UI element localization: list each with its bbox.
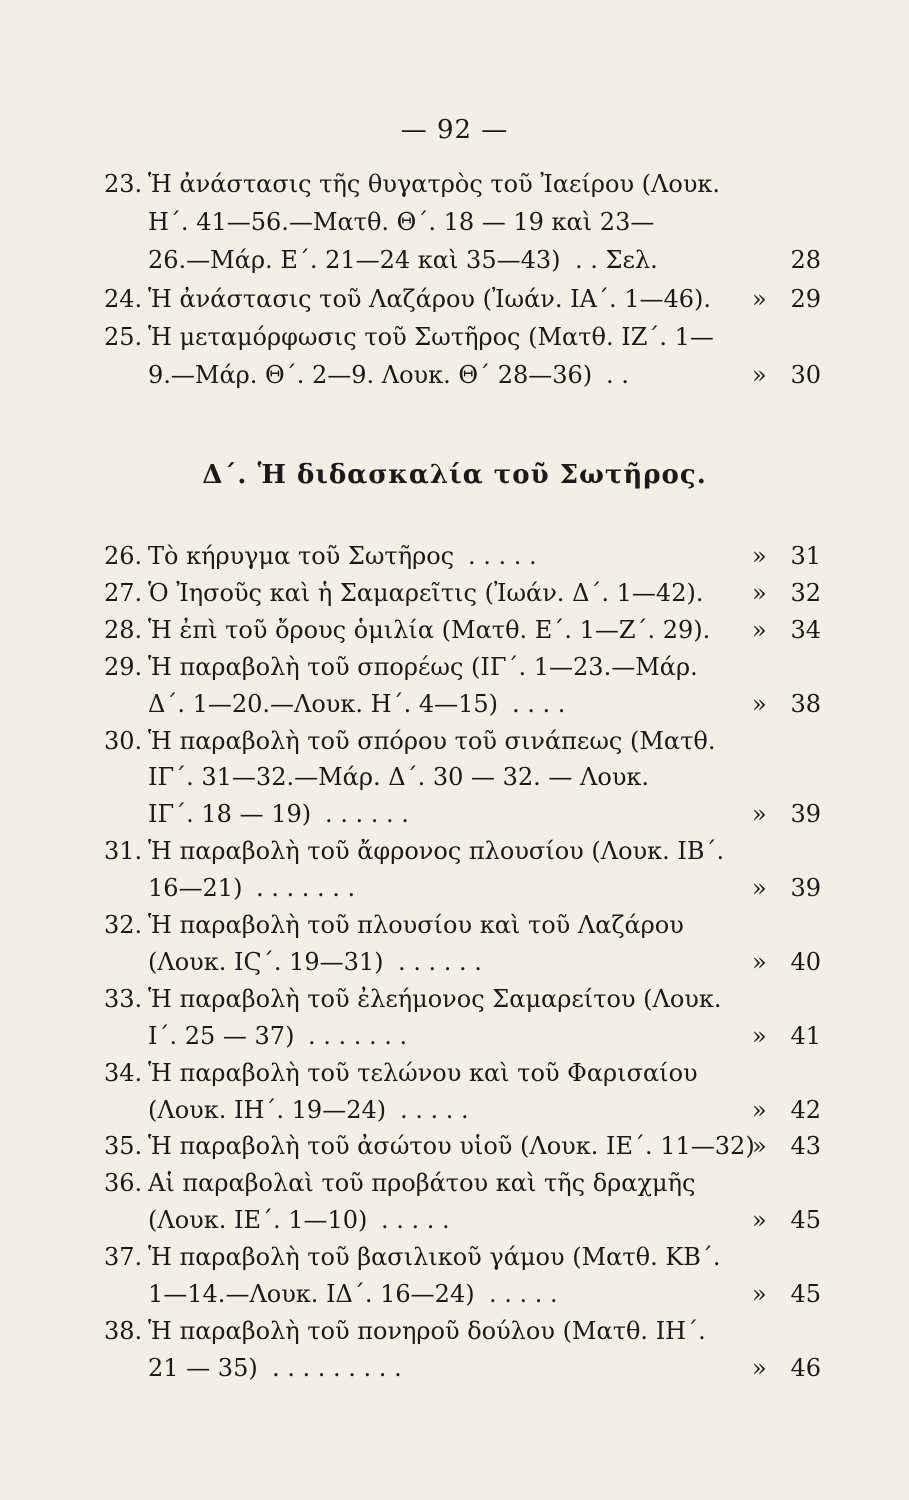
entry-text: (Λουκ. ΙΕ΄. 1—10)	[148, 1206, 368, 1235]
dot-leader: . .	[606, 361, 629, 389]
entry-page-number: 28	[790, 246, 821, 275]
entry-text: Δ΄. 1—20.—Λουκ. Η΄. 4—15)	[148, 689, 499, 718]
entry-number: 34.	[104, 1058, 143, 1087]
entry-page-number: 39	[790, 874, 821, 903]
entry-text: (Λουκ. ΙΗ΄. 19—24)	[148, 1095, 387, 1124]
entry-text: Ἡ παραβολὴ τοῦ βασιλικοῦ γάμου (Ματθ. ΚΒ΄.	[148, 1243, 721, 1272]
entry-number: 37.	[104, 1243, 143, 1272]
entry-number: 36.	[104, 1169, 143, 1198]
entry-page-number: 40	[790, 947, 821, 976]
entry-text: Ἡ παραβολὴ τοῦ σπόρου τοῦ σινάπεως (Ματθ.	[148, 726, 716, 755]
entry-text: Ἡ παραβολὴ τοῦ ἀσώτου υἱοῦ (Λουκ. ΙΕ΄. 11—32)	[148, 1132, 755, 1161]
entry-text: 26.—Μάρ. Ε΄. 21—24 καὶ 35—43)	[148, 246, 561, 275]
toc-line	[0, 281, 909, 317]
toc-line	[0, 870, 909, 906]
toc-line	[0, 575, 909, 611]
entry-page-number: 29	[790, 284, 821, 313]
ditto-mark: »	[752, 1132, 767, 1161]
entry-number: 26.	[104, 542, 143, 570]
entry-text: Ἡ παραβολὴ τοῦ πονηροῦ δούλου (Ματθ. ΙΗ΄.	[148, 1316, 706, 1345]
entry-number: 30.	[104, 726, 143, 755]
entry-text: Ι΄. 25 — 37)	[148, 1021, 295, 1050]
dot-leader: . . . . .	[489, 1280, 558, 1308]
ditto-mark: »	[752, 542, 767, 570]
toc-line	[0, 1276, 909, 1312]
toc-line	[0, 166, 909, 202]
entry-number: 29.	[104, 652, 143, 681]
ditto-mark: »	[752, 1021, 767, 1050]
ditto-mark: »	[752, 361, 767, 389]
toc-line	[0, 1313, 909, 1349]
entry-page-number: 45	[790, 1206, 821, 1235]
toc-line	[0, 1350, 909, 1386]
entry-text: Ἡ ἀνάστασις τοῦ Λαζάρου (Ἰωάν. ΙΑ΄. 1—46).	[148, 284, 712, 313]
ditto-mark: »	[752, 578, 767, 607]
toc-line	[0, 538, 909, 574]
entry-text: (Λουκ. ΙϚ΄. 19—31)	[148, 947, 384, 976]
dot-leader: . . . . . . .	[256, 874, 356, 903]
entry-page-number: 41	[790, 1021, 821, 1050]
dot-leader: . . . . .	[400, 1095, 469, 1124]
entry-page-number: 43	[790, 1132, 821, 1161]
entry-text: Ἡ ἀνάστασις τῆς θυγατρὸς τοῦ Ἰαείρου (Λουκ.	[148, 170, 721, 198]
dot-leader: . . . . . .	[325, 800, 409, 829]
entry-text: 21 — 35)	[148, 1353, 258, 1382]
entry-page-number: 38	[790, 689, 821, 718]
entry-number: 38.	[104, 1316, 143, 1345]
entry-number: 31.	[104, 837, 143, 866]
toc-line	[0, 1239, 909, 1275]
ditto-mark: »	[752, 1280, 767, 1308]
entry-number: 35.	[104, 1132, 143, 1161]
entry-number: 24.	[104, 284, 143, 313]
dot-leader: . . . . . . .	[308, 1021, 408, 1050]
toc-line	[0, 319, 909, 355]
toc-line	[0, 357, 909, 393]
entry-text: Ἡ παραβολὴ τοῦ πλουσίου καὶ τοῦ Λαζάρου	[148, 911, 684, 939]
entry-number: 27.	[104, 578, 143, 607]
toc-line	[0, 796, 909, 832]
dot-leader: . . Σελ.	[575, 246, 658, 275]
entry-text: Τὸ κήρυγμα τοῦ Σωτῆρος	[148, 542, 455, 570]
toc-line	[0, 204, 909, 240]
entry-text: 9.—Μάρ. Θ΄. 2—9. Λουκ. Θ΄ 28—36)	[148, 361, 593, 389]
dot-leader: . . . . .	[468, 542, 537, 570]
toc-line	[0, 612, 909, 648]
entry-text: ΙΓ΄. 31—32.—Μάρ. Δ΄. 30 — 32. — Λουκ.	[148, 763, 650, 792]
toc-line	[0, 1202, 909, 1238]
dot-leader: . . . . . .	[398, 947, 482, 976]
entry-text: Ἡ ἐπὶ τοῦ ὄρους ὁμιλία (Ματθ. Ε΄. 1—Ζ΄. 29).	[148, 615, 711, 644]
toc-line	[0, 649, 909, 685]
toc-line	[0, 1128, 909, 1164]
toc-line	[0, 723, 909, 759]
section-heading: Δ΄. Ἡ διδασκαλία τοῦ Σωτῆρος.	[202, 460, 707, 490]
ditto-mark: »	[752, 947, 767, 976]
entry-text: Ὁ Ἰησοῦς καὶ ἡ Σαμαρεῖτις (Ἰωάν. Δ΄. 1—42).	[148, 578, 704, 607]
entry-text: Ἡ παραβολὴ τοῦ σπορέως (ΙΓ΄. 1—23.—Μάρ.	[148, 652, 698, 681]
entry-text: ΙΓ΄. 18 — 19)	[148, 800, 312, 829]
toc-line	[0, 981, 909, 1017]
entry-text: Η΄. 41—56.—Ματθ. Θ΄. 18 — 19 καὶ 23—	[148, 208, 655, 237]
entry-page-number: 30	[790, 361, 821, 389]
dot-leader: . . . .	[512, 689, 566, 718]
entry-number: 32.	[104, 911, 143, 939]
entry-text: 1—14.—Λουκ. ΙΔ΄. 16—24)	[148, 1280, 475, 1308]
ditto-mark: »	[752, 1095, 767, 1124]
entry-text: Αἱ παραβολαὶ τοῦ προβάτου καὶ τῆς δραχμῆς	[148, 1169, 696, 1198]
dot-leader: . . . . . . . . .	[272, 1353, 402, 1382]
ditto-mark: »	[752, 1206, 767, 1235]
entry-number: 33.	[104, 984, 143, 1013]
entry-page-number: 46	[790, 1353, 821, 1382]
toc-line	[0, 1092, 909, 1128]
page-number: — 92 —	[400, 115, 509, 145]
entry-page-number: 39	[790, 800, 821, 829]
entry-number: 23.	[104, 170, 143, 198]
entry-text: Ἡ παραβολὴ τοῦ ἄφρονος πλουσίου (Λουκ. ΙΒ΄.	[148, 837, 725, 866]
toc-line	[0, 759, 909, 795]
toc-line	[0, 686, 909, 722]
entry-text: Ἡ παραβολὴ τοῦ τελώνου καὶ τοῦ Φαρισαίου	[148, 1058, 698, 1087]
ditto-mark: »	[752, 1353, 767, 1382]
toc-line	[0, 944, 909, 980]
entry-text: Ἡ μεταμόρφωσις τοῦ Σωτῆρος (Ματθ. ΙΖ΄. 1—	[148, 322, 714, 351]
ditto-mark: »	[752, 615, 767, 644]
entry-page-number: 32	[790, 578, 821, 607]
ditto-mark: »	[752, 284, 767, 313]
entry-page-number: 31	[790, 542, 821, 570]
dot-leader: . . . . .	[381, 1206, 450, 1235]
entry-page-number: 45	[790, 1280, 821, 1308]
toc-line	[0, 242, 909, 278]
entry-number: 25.	[104, 322, 143, 351]
ditto-mark: »	[752, 874, 767, 903]
entry-page-number: 42	[790, 1095, 821, 1124]
entry-number: 28.	[104, 615, 143, 644]
toc-line	[0, 907, 909, 943]
toc-line	[0, 833, 909, 869]
ditto-mark: »	[752, 800, 767, 829]
entry-page-number: 34	[790, 615, 821, 644]
entry-text: Ἡ παραβολὴ τοῦ ἐλεήμονος Σαμαρείτου (Λουκ.	[148, 984, 722, 1013]
toc-line	[0, 1055, 909, 1091]
ditto-mark: »	[752, 689, 767, 718]
entry-text: 16—21)	[148, 874, 243, 903]
toc-line	[0, 1165, 909, 1201]
toc-line	[0, 1018, 909, 1054]
